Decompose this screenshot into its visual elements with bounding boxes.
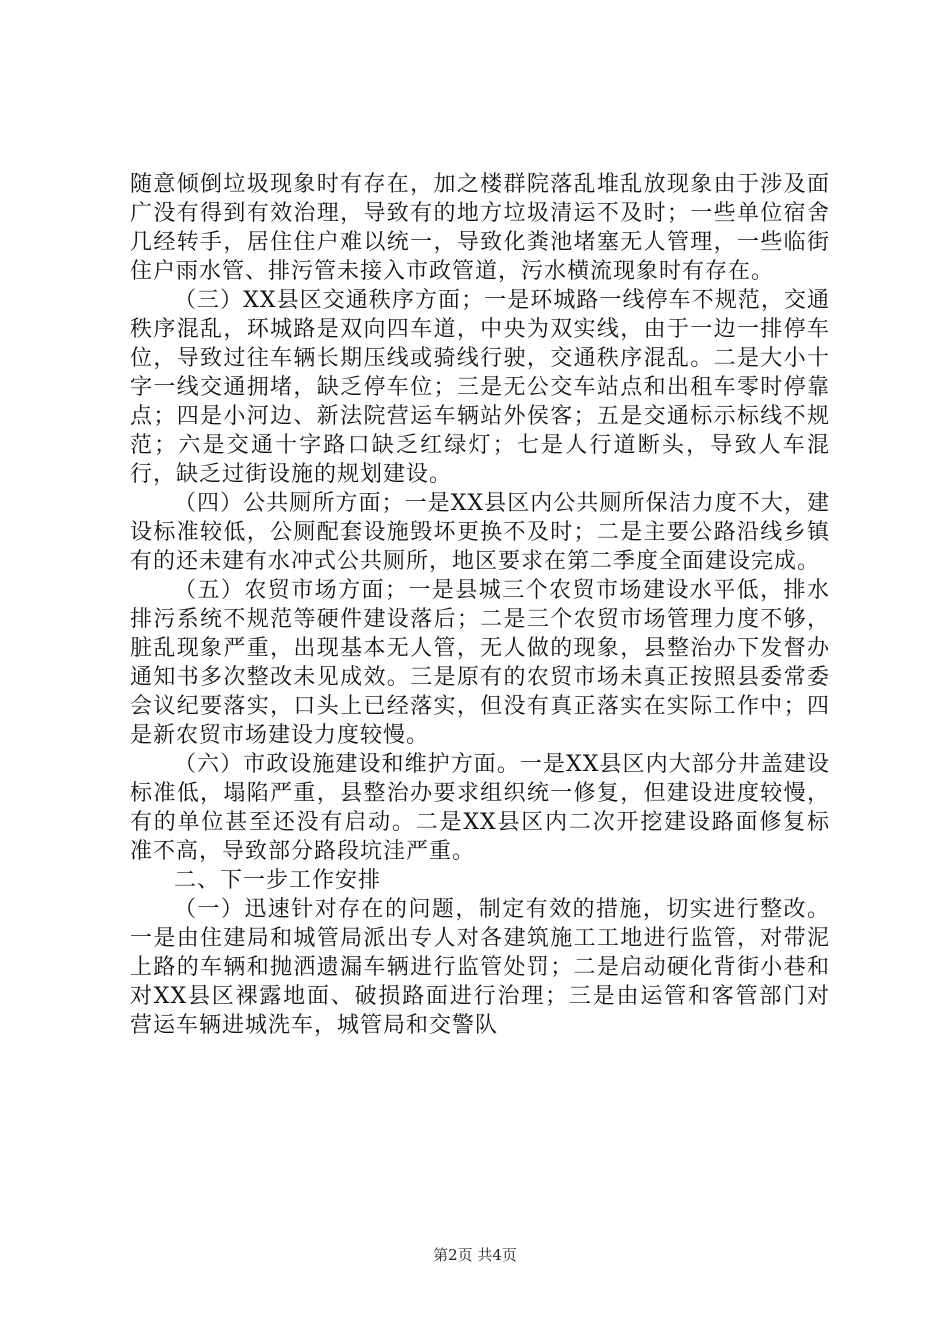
paragraph-rectification: （一）迅速针对存在的问题，制定有效的措施，切实进行整改。一是由住建局和城管局派出专人对各建筑施工工地进行监管，对带泥上路的车辆和抛洒遗漏车辆进行监管处罚；二是启动硬化背街小巷和对XX县区裸露地面、破损路面进行治理；三是由运管和客管部门对营运车辆进城洗车，城管局和交警队 xyxy=(130,897,830,1038)
page-number-footer: 第2页 共4页 xyxy=(433,1246,517,1264)
section-heading-next-steps: 二、下一步工作安排 xyxy=(174,868,382,893)
paragraph-traffic-order: （三）XX县区交通秩序方面；一是环城路一线停车不规范，交通秩序混乱，环城路是双向四车道，中央为双实线，由于一边一排停车位，导致过往车辆长期压线或骑线行驶，交通秩序混乱。二是大小十字一线交通拥堵，缺乏停车位；三是无公交车站点和出租车零时停靠点；四是小河边、新法院营运车辆站外侯客；五是交通标示标线不规范；六是交通十字路口缺乏红绿灯；七是人行道断头，导致人车混行，缺乏过街设施的规划建设。 xyxy=(130,288,830,487)
paragraph-continuation: 随意倾倒垃圾现象时有存在，加之楼群院落乱堆乱放现象由于涉及面广没有得到有效治理，导致有的地方垃圾清运不及时；一些单位宿舍几经转手，居住住户难以统一，导致化粪池堵塞无人管理，一些临街住户雨水管、排污管未接入市政管道，污水横流现象时有存在。 xyxy=(130,172,830,284)
document-body xyxy=(130,170,830,1040)
paragraph-public-toilets: （四）公共厕所方面；一是XX县区内公共厕所保洁力度不大，建设标准较低，公厕配套设施毁坏更换不及时；二是主要公路沿线乡镇有的还未建有水冲式公共厕所，地区要求在第二季度全面建设完成。 xyxy=(130,491,830,574)
paragraph-farmers-market: （五）农贸市场方面；一是县城三个农贸市场建设水平低，排水排污系统不规范等硬件建设落后；二是三个农贸市场管理力度不够，脏乱现象严重，出现基本无人管，无人做的现象，县整治办下发督办通知书多次整改未见成效。三是原有的农贸市场未真正按照县委常委会议纪要落实，口头上已经落实，但没有真正落实在实际工作中；四是新农贸市场建设力度较慢。 xyxy=(130,578,830,748)
paragraph-municipal-facilities: （六）市政设施建设和维护方面。一是XX县区内大部分井盖建设标准低，塌陷严重，县整治办要求组织统一修复，但建设进度较慢，有的单位甚至还没有启动。二是XX县区内二次开挖建设路面修复标准不高，导致部分路段坑洼严重。 xyxy=(130,752,830,864)
